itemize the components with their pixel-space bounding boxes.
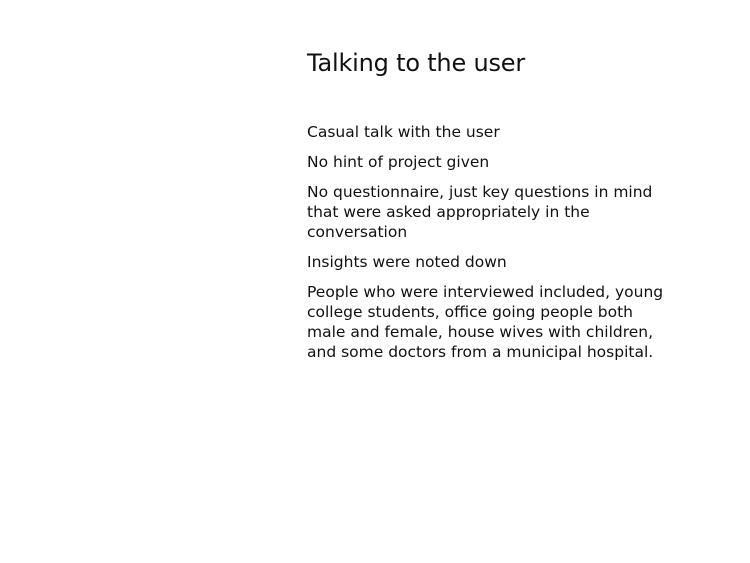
bullet-item: No hint of project given [307, 153, 490, 171]
bullet-item: Casual talk with the user [307, 123, 500, 141]
bullet-item: Insights were noted down [307, 253, 507, 271]
bullet-list [307, 122, 727, 362]
slide-content [307, 46, 727, 372]
slide-title: Talking to the user [307, 49, 525, 77]
bullet-item: People who were interviewed included, young college students, office going people both male and female, house wives with children, and some doctors from a municipal hospital. [307, 283, 664, 361]
bullet-item: No questionnaire, just key questions in mind that were asked appropriately in the conversation [307, 183, 653, 241]
